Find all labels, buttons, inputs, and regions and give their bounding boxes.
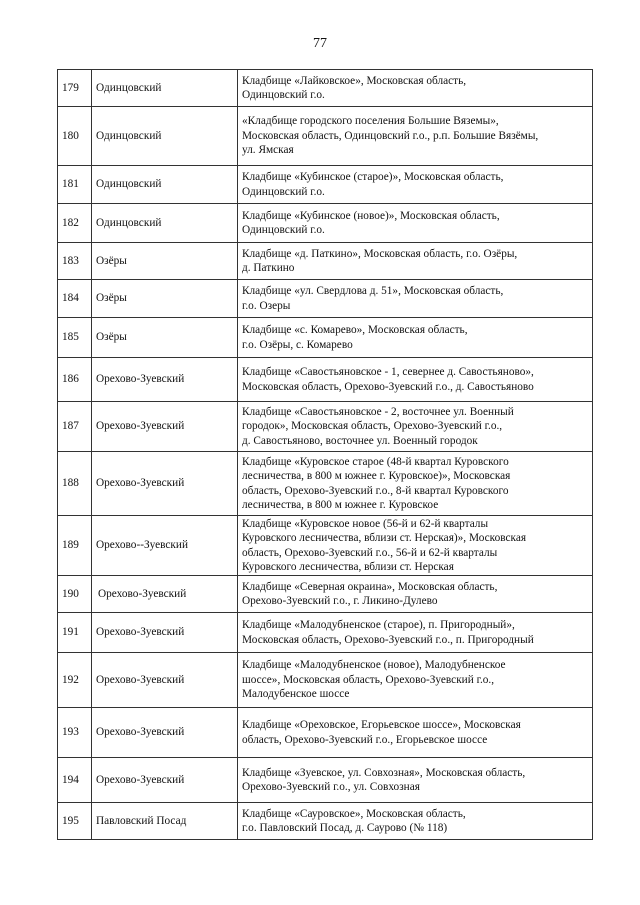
location-line: городок», Московская область, Орехово-Зуевский г.о., — [242, 420, 503, 433]
location-line: Одинцовский г.о. — [242, 224, 325, 236]
row-number: 191 — [58, 613, 92, 653]
table-row — [58, 358, 593, 402]
location-line: Орехово-Зуевский г.о., г. Ликино-Дулево — [242, 595, 438, 607]
district-cell: Одинцовский — [92, 107, 238, 166]
location-cell — [238, 70, 593, 107]
location-cell — [238, 576, 593, 613]
location-line: Кладбище «д. Паткино», Московская область, г.о. Озёры, — [242, 247, 518, 260]
table-row — [58, 243, 593, 280]
row-number: 183 — [58, 243, 92, 280]
location-line: «Кладбище городского поселения Большие Вяземы», — [242, 115, 499, 128]
location-line: Куровского лесничества, вблизи ст. Нерская)», Московская — [242, 532, 527, 544]
table-row — [58, 653, 593, 708]
table-row — [58, 280, 593, 318]
row-number: 188 — [58, 452, 92, 516]
location-cell — [238, 204, 593, 243]
location-cell — [238, 653, 593, 708]
location-line: г.о. Озеры — [242, 299, 291, 312]
location-line: Кладбище «Кубинское (новое)», Московская область, — [242, 209, 500, 222]
location-cell — [238, 107, 593, 166]
location-line: Одинцовский г.о. — [242, 89, 325, 101]
location-line: область, Орехово-Зуевский г.о., Егорьевское шоссе — [242, 733, 488, 746]
cemetery-table — [57, 69, 593, 840]
row-number: 192 — [58, 653, 92, 708]
location-line: Кладбище «Малодубненское (новое), Малодубненское — [242, 659, 506, 672]
location-cell — [238, 280, 593, 318]
location-cell — [238, 318, 593, 358]
table-row — [58, 613, 593, 653]
district-cell: Орехово-Зуевский — [92, 653, 238, 708]
location-line: область, Орехово-Зуевский г.о., 8-й квартал Куровского — [242, 484, 509, 497]
location-cell — [238, 452, 593, 516]
table-row — [58, 166, 593, 204]
location-line: г.о. Павловский Посад, д. Саурово (№ 118) — [242, 822, 448, 834]
district-cell: Одинцовский — [92, 204, 238, 243]
row-number: 185 — [58, 318, 92, 358]
table-row — [58, 803, 593, 840]
location-cell — [238, 166, 593, 204]
table-row — [58, 758, 593, 803]
table-row — [58, 318, 593, 358]
location-line: Одинцовский г.о. — [242, 185, 325, 198]
district-cell: Орехово-Зуевский — [92, 358, 238, 402]
location-cell — [238, 243, 593, 280]
row-number: 184 — [58, 280, 92, 318]
cemetery-table-body — [58, 70, 593, 840]
location-line: Кладбище «ул. Свердлова д. 51», Московская область, — [242, 285, 504, 297]
location-cell — [238, 516, 593, 576]
page-number: 77 — [313, 36, 327, 51]
location-line: г.о. Озёры, с. Комарево — [242, 338, 353, 351]
location-line: ул. Ямская — [242, 144, 294, 157]
table-row — [58, 402, 593, 452]
row-number: 190 — [58, 576, 92, 613]
location-line: Орехово-Зуевский г.о., ул. Совхозная — [242, 781, 420, 793]
location-line: Кладбище «Северная окраина», Московская область, — [242, 580, 498, 593]
district-cell: Орехово-Зуевский — [92, 758, 238, 803]
district-cell: Озёры — [92, 280, 238, 318]
district-cell: Орехово-Зуевский — [92, 402, 238, 452]
location-cell — [238, 613, 593, 653]
location-line: Кладбище «Зуевское, ул. Совхозная», Московская область, — [242, 766, 526, 779]
row-number: 189 — [58, 516, 92, 576]
location-line: Московская область, Орехово-Зуевский г.о., д. Савостьяново — [242, 380, 534, 393]
location-line: лесничества, в 800 м южнее г. Куровское)», Московская — [242, 470, 511, 482]
district-cell: Одинцовский — [92, 166, 238, 204]
row-number: 180 — [58, 107, 92, 166]
table-row — [58, 708, 593, 758]
location-cell — [238, 803, 593, 840]
table-row — [58, 576, 593, 613]
row-number: 186 — [58, 358, 92, 402]
location-line: Кладбище «Малодубненское (старое), п. Пригородный», — [242, 619, 515, 631]
location-line: Кладбище «Куровское старое (48-й квартал Куровского — [242, 455, 509, 468]
district-cell: Озёры — [92, 243, 238, 280]
district-cell: Одинцовский — [92, 70, 238, 107]
district-cell: Орехово-Зуевский — [92, 708, 238, 758]
location-line: лесничества, в 800 м южнее г. Куровское — [242, 499, 439, 511]
location-line: Московская область, Орехово-Зуевский г.о., п. Пригородный — [242, 633, 534, 646]
location-line: Кладбище «Куровское новое (56-й и 62-й кварталы — [242, 517, 489, 530]
row-number: 195 — [58, 803, 92, 840]
row-number: 187 — [58, 402, 92, 452]
table-row — [58, 107, 593, 166]
location-line: Малодубенское шоссе — [242, 688, 350, 701]
district-cell: Павловский Посад — [92, 803, 238, 840]
district-cell: Орехово--Зуевский — [92, 516, 238, 576]
location-cell — [238, 758, 593, 803]
location-line: д. Савостьяново, восточнее ул. Военный городок — [242, 434, 478, 447]
location-line: Кладбище «Савостьяновское - 2, восточнее ул. Военный — [242, 405, 514, 418]
location-line: Куровского лесничества, вблизи ст. Нерская — [242, 561, 454, 573]
location-line: шоссе», Московская область, Орехово-Зуевский г.о., — [242, 673, 495, 686]
district-cell: Озёры — [92, 318, 238, 358]
location-line: Кладбище «Лайковское», Московская область, — [242, 74, 467, 87]
row-number: 181 — [58, 166, 92, 204]
location-line: Кладбище «Ореховское, Егорьевское шоссе», Московская — [242, 719, 521, 731]
location-line: д. Паткино — [242, 262, 295, 274]
location-line: Кладбище «Савостьяновское - 1, севернее д. Савостьяново», — [242, 366, 534, 378]
location-line: Кладбище «Сауровское», Московская область, — [242, 807, 466, 820]
district-cell: Орехово-Зуевский — [92, 576, 238, 613]
row-number: 179 — [58, 70, 92, 107]
location-line: область, Орехово-Зуевский г.о., 56-й и 62-й кварталы — [242, 546, 498, 559]
row-number: 182 — [58, 204, 92, 243]
row-number: 194 — [58, 758, 92, 803]
location-cell — [238, 402, 593, 452]
table-row — [58, 516, 593, 576]
location-cell — [238, 358, 593, 402]
district-cell: Орехово-Зуевский — [92, 452, 238, 516]
district-cell: Орехово-Зуевский — [92, 613, 238, 653]
location-line: Московская область, Одинцовский г.о., р.п. Большие Вязёмы, — [242, 129, 539, 142]
location-cell — [238, 708, 593, 758]
location-line: Кладбище «с. Комарево», Московская область, — [242, 324, 468, 336]
row-number: 193 — [58, 708, 92, 758]
table-row — [58, 452, 593, 516]
table-row — [58, 70, 593, 107]
table-row — [58, 204, 593, 243]
location-line: Кладбище «Кубинское (старое)», Московская область, — [242, 171, 504, 183]
